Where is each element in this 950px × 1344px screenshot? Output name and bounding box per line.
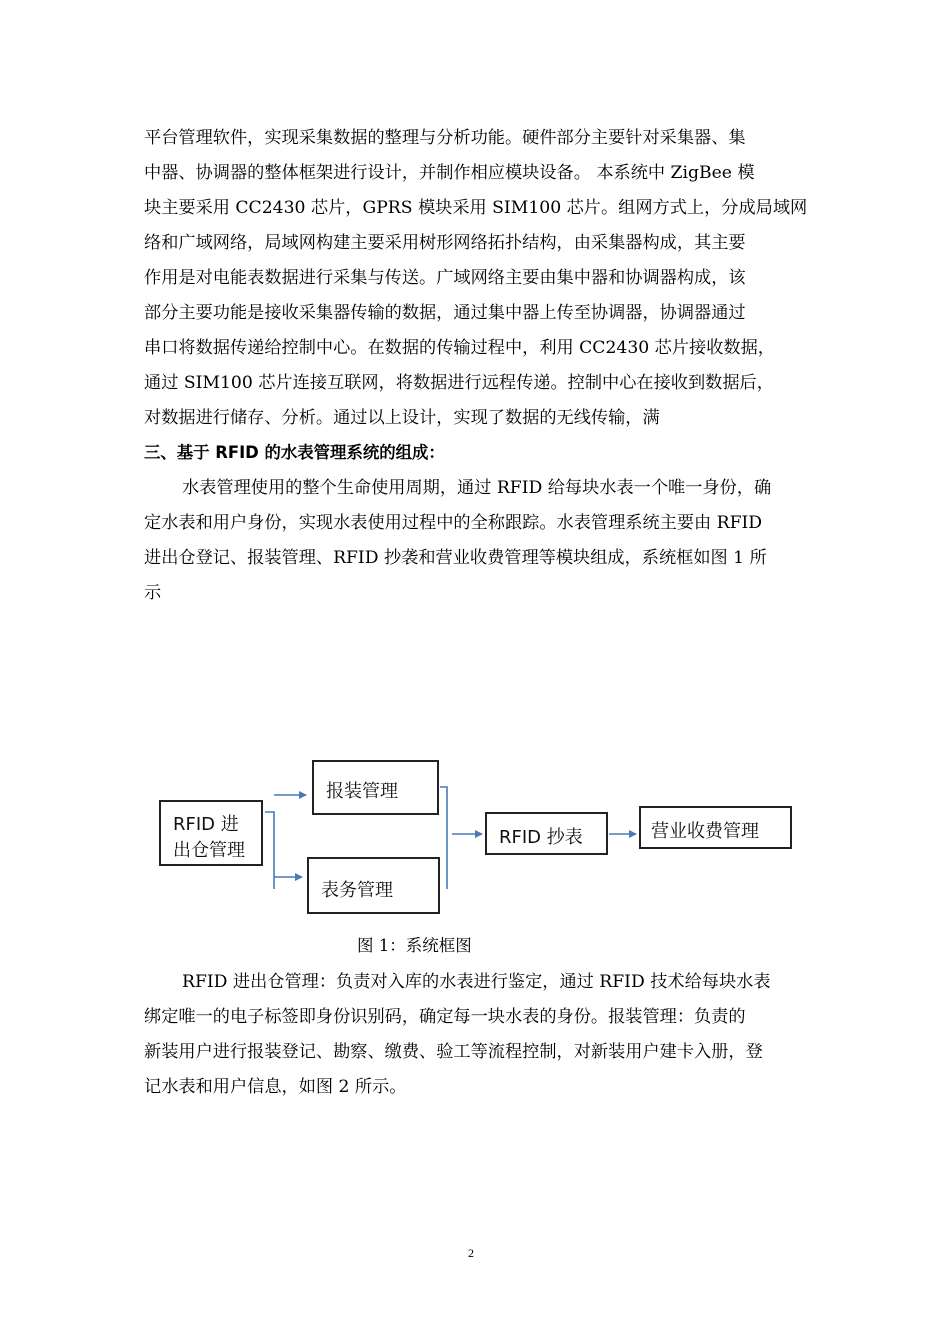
fork-bracket [265, 812, 274, 889]
paragraph-line: 进出仓登记、报装管理、RFID 抄袭和营业收费管理等模块组成，系统框如图 1 所 [144, 548, 767, 568]
paragraph-line: RFID 进出仓管理：负责对入库的水表进行鉴定，通过 RFID 技术给每块水表 [182, 972, 771, 992]
paragraph-line: 串口将数据传递给控制中心。在数据的传输过程中，利用 CC2430 芯片接收数据， [144, 338, 775, 358]
paragraph-line: 示 [144, 583, 162, 603]
box-label: 表务管理 [321, 880, 393, 901]
paragraph-line: 作用是对电能表数据进行采集与传送。广域网络主要由集中器和协调器构成，该 [144, 268, 746, 288]
paragraph-line: 部分主要功能是接收采集器传输的数据，通过集中器上传至协调器，协调器通过 [144, 303, 746, 323]
paragraph-line: 绑定唯一的电子标签即身份识别码，确定每一块水表的身份。报装管理：负责的 [144, 1007, 746, 1027]
paragraph-line: 定水表和用户身份，实现水表使用过程中的全称跟踪。水表管理系统主要由 RFID [144, 513, 763, 533]
install-management-box [312, 760, 439, 815]
page-number: 2 [468, 1246, 474, 1260]
rfid-warehouse-box [159, 800, 263, 866]
box-label: 报装管理 [326, 781, 398, 802]
billing-management-box [639, 806, 792, 849]
paragraph-line: 记水表和用户信息，如图 2 所示。 [144, 1077, 407, 1097]
paragraph-line: 通过 SIM100 芯片连接互联网，将数据进行远程传递。控制中心在接收到数据后， [144, 373, 774, 393]
paragraph-line: 对数据进行储存、分析。通过以上设计，实现了数据的无线传输，满 [144, 408, 660, 428]
merge-bracket [440, 787, 447, 889]
paragraph-line: 中器、协调器的整体框架进行设计，并制作相应模块设备。 本系统中 ZigBee 模 [144, 163, 755, 183]
rfid-reading-box [485, 812, 608, 855]
section-heading: 三、基于 RFID 的水表管理系统的组成： [144, 443, 445, 462]
paragraph-line: 平台管理软件，实现采集数据的整理与分析功能。硬件部分主要针对采集器、集 [144, 128, 746, 148]
meter-affairs-box [307, 857, 440, 914]
paragraph-line: 水表管理使用的整个生命使用周期，通过 RFID 给每块水表一个唯一身份，确 [182, 478, 772, 498]
figure-caption: 图 1：系统框图 [357, 936, 472, 955]
box-label: 出仓管理 [173, 840, 245, 861]
paragraph-line: 块主要采用 CC2430 芯片，GPRS 模块采用 SIM100 芯片。组网方式上，分成局域网 [144, 198, 808, 218]
box-label: RFID 进 [173, 814, 239, 835]
paragraph-line: 络和广域网络，局域网构建主要采用树形网络拓扑结构，由采集器构成，其主要 [144, 233, 746, 253]
paragraph-line: 新装用户进行报装登记、勘察、缴费、验工等流程控制，对新装用户建卡入册，登 [144, 1042, 763, 1062]
box-label: 营业收费管理 [651, 821, 759, 842]
box-label: RFID 抄表 [499, 827, 583, 848]
